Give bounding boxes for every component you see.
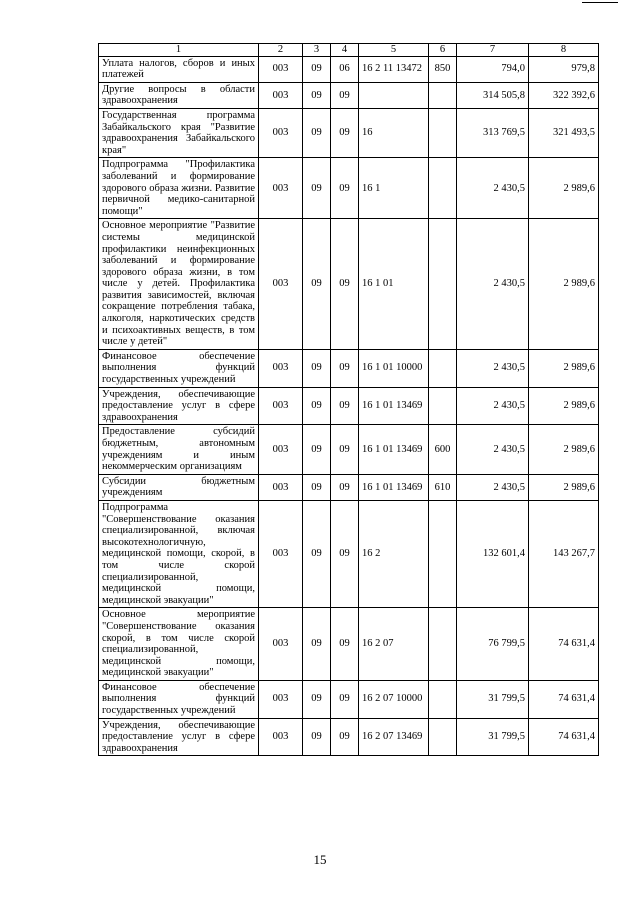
section-code-cell: 09: [303, 82, 331, 108]
amount-year-2-cell: 2 989,6: [529, 387, 599, 425]
subsection-code-cell: 09: [331, 82, 359, 108]
page-number: 15: [313, 852, 327, 867]
column-number: 4: [331, 44, 359, 57]
target-article-cell: 16 1 01: [359, 219, 429, 350]
amount-year-2-cell: 2 989,6: [529, 425, 599, 474]
subsection-code-cell: 09: [331, 425, 359, 474]
section-code-cell: 09: [303, 219, 331, 350]
admin-code-cell: 003: [259, 608, 303, 681]
table-row: [99, 158, 599, 219]
column-number: 2: [259, 44, 303, 57]
amount-year-2-cell: 321 493,5: [529, 108, 599, 157]
table-row: [99, 500, 599, 607]
column-number: 1: [99, 44, 259, 57]
column-number-row: [99, 44, 599, 57]
admin-code-cell: 003: [259, 158, 303, 219]
expense-type-cell: [429, 387, 457, 425]
amount-year-2-cell: 2 989,6: [529, 219, 599, 350]
table-row: [99, 108, 599, 157]
budget-table: [98, 43, 599, 756]
expense-type-cell: 600: [429, 425, 457, 474]
subsection-code-cell: 09: [331, 158, 359, 219]
amount-year-1-cell: 794,0: [457, 56, 529, 82]
section-code-cell: 09: [303, 349, 331, 387]
target-article-cell: 16 1 01 13469: [359, 425, 429, 474]
table-row: [99, 718, 599, 756]
expense-type-cell: [429, 108, 457, 157]
table-row: [99, 474, 599, 500]
table-row: [99, 425, 599, 474]
row-name-cell: Подпрограмма "Профилактика заболеваний и формирование здорового образа жизни. Развитие первичной медико-санитарной помощи": [99, 158, 259, 219]
table-row: [99, 56, 599, 82]
section-code-cell: 09: [303, 387, 331, 425]
section-code-cell: 09: [303, 718, 331, 756]
table-body: [99, 44, 599, 756]
admin-code-cell: 003: [259, 219, 303, 350]
amount-year-2-cell: 2 989,6: [529, 349, 599, 387]
row-name-cell: Государственная программа Забайкальского края "Развитие здравоохранения Забайкальского края": [99, 108, 259, 157]
amount-year-1-cell: 2 430,5: [457, 474, 529, 500]
target-article-cell: 16 2 11 13472: [359, 56, 429, 82]
top-rule: [582, 2, 618, 3]
admin-code-cell: 003: [259, 718, 303, 756]
expense-type-cell: [429, 82, 457, 108]
section-code-cell: 09: [303, 474, 331, 500]
amount-year-2-cell: 2 989,6: [529, 158, 599, 219]
admin-code-cell: 003: [259, 425, 303, 474]
amount-year-1-cell: 132 601,4: [457, 500, 529, 607]
column-number: 3: [303, 44, 331, 57]
amount-year-2-cell: 74 631,4: [529, 608, 599, 681]
column-number: 6: [429, 44, 457, 57]
section-code-cell: 09: [303, 425, 331, 474]
amount-year-1-cell: 31 799,5: [457, 680, 529, 718]
expense-type-cell: [429, 680, 457, 718]
target-article-cell: 16 1 01 13469: [359, 387, 429, 425]
admin-code-cell: 003: [259, 500, 303, 607]
row-name-cell: Финансовое обеспечение выполнения функций государственных учреждений: [99, 349, 259, 387]
expense-type-cell: [429, 349, 457, 387]
target-article-cell: [359, 82, 429, 108]
row-name-cell: Финансовое обеспечение выполнения функций государственных учреждений: [99, 680, 259, 718]
target-article-cell: 16 1 01 10000: [359, 349, 429, 387]
row-name-cell: Подпрограмма "Совершенствование оказания специализированной, включая высокотехнологичную, медицинской помощи, скорой, в том числе скорой специализированной, медицинской помощи, медицинской эвакуации": [99, 500, 259, 607]
row-name-cell: Субсидии бюджетным учреждениям: [99, 474, 259, 500]
amount-year-1-cell: 314 505,8: [457, 82, 529, 108]
table-row: [99, 219, 599, 350]
amount-year-2-cell: 74 631,4: [529, 680, 599, 718]
amount-year-1-cell: 76 799,5: [457, 608, 529, 681]
table-row: [99, 387, 599, 425]
row-name-cell: Уплата налогов, сборов и иных платежей: [99, 56, 259, 82]
section-code-cell: 09: [303, 158, 331, 219]
row-name-cell: Учреждения, обеспечивающие предоставление услуг в сфере здравоохранения: [99, 387, 259, 425]
subsection-code-cell: 09: [331, 387, 359, 425]
table-row: [99, 349, 599, 387]
amount-year-1-cell: 2 430,5: [457, 158, 529, 219]
admin-code-cell: 003: [259, 387, 303, 425]
row-name-cell: Предоставление субсидий бюджетным, автономным учреждениям и иным некоммерческим организациям: [99, 425, 259, 474]
section-code-cell: 09: [303, 56, 331, 82]
table-row: [99, 680, 599, 718]
subsection-code-cell: 09: [331, 680, 359, 718]
amount-year-1-cell: 2 430,5: [457, 349, 529, 387]
target-article-cell: 16: [359, 108, 429, 157]
admin-code-cell: 003: [259, 474, 303, 500]
amount-year-2-cell: 2 989,6: [529, 474, 599, 500]
admin-code-cell: 003: [259, 82, 303, 108]
target-article-cell: 16 1 01 13469: [359, 474, 429, 500]
expense-type-cell: [429, 219, 457, 350]
target-article-cell: 16 2 07 10000: [359, 680, 429, 718]
column-number: 5: [359, 44, 429, 57]
section-code-cell: 09: [303, 500, 331, 607]
expense-type-cell: [429, 718, 457, 756]
admin-code-cell: 003: [259, 108, 303, 157]
amount-year-1-cell: 2 430,5: [457, 219, 529, 350]
row-name-cell: Основное мероприятие "Совершенствование оказания скорой, в том числе скорой специализированной, медицинской помощи, медицинской эвакуации": [99, 608, 259, 681]
section-code-cell: 09: [303, 108, 331, 157]
amount-year-2-cell: 143 267,7: [529, 500, 599, 607]
admin-code-cell: 003: [259, 680, 303, 718]
row-name-cell: Учреждения, обеспечивающие предоставление услуг в сфере здравоохранения: [99, 718, 259, 756]
amount-year-2-cell: 74 631,4: [529, 718, 599, 756]
amount-year-2-cell: 322 392,6: [529, 82, 599, 108]
amount-year-1-cell: 313 769,5: [457, 108, 529, 157]
target-article-cell: 16 2 07: [359, 608, 429, 681]
subsection-code-cell: 09: [331, 500, 359, 607]
target-article-cell: 16 2: [359, 500, 429, 607]
expense-type-cell: [429, 158, 457, 219]
subsection-code-cell: 06: [331, 56, 359, 82]
amount-year-2-cell: 979,8: [529, 56, 599, 82]
expense-type-cell: [429, 608, 457, 681]
section-code-cell: 09: [303, 680, 331, 718]
subsection-code-cell: 09: [331, 608, 359, 681]
target-article-cell: 16 2 07 13469: [359, 718, 429, 756]
column-number: 7: [457, 44, 529, 57]
expense-type-cell: 610: [429, 474, 457, 500]
subsection-code-cell: 09: [331, 349, 359, 387]
row-name-cell: Основное мероприятие "Развитие системы медицинской профилактики неинфекционных заболеваний и формирование здорового образа жизни, в том числе у детей. Профилактика развития зависимостей, включая сокращение потребления табака, алкоголя, наркотических средств и психоактивных веществ, в том числе у детей": [99, 219, 259, 350]
amount-year-1-cell: 31 799,5: [457, 718, 529, 756]
amount-year-1-cell: 2 430,5: [457, 387, 529, 425]
expense-type-cell: 850: [429, 56, 457, 82]
row-name-cell: Другие вопросы в области здравоохранения: [99, 82, 259, 108]
subsection-code-cell: 09: [331, 474, 359, 500]
admin-code-cell: 003: [259, 349, 303, 387]
target-article-cell: 16 1: [359, 158, 429, 219]
amount-year-1-cell: 2 430,5: [457, 425, 529, 474]
table-row: [99, 82, 599, 108]
admin-code-cell: 003: [259, 56, 303, 82]
subsection-code-cell: 09: [331, 718, 359, 756]
section-code-cell: 09: [303, 608, 331, 681]
table-row: [99, 608, 599, 681]
subsection-code-cell: 09: [331, 108, 359, 157]
expense-type-cell: [429, 500, 457, 607]
subsection-code-cell: 09: [331, 219, 359, 350]
column-number: 8: [529, 44, 599, 57]
